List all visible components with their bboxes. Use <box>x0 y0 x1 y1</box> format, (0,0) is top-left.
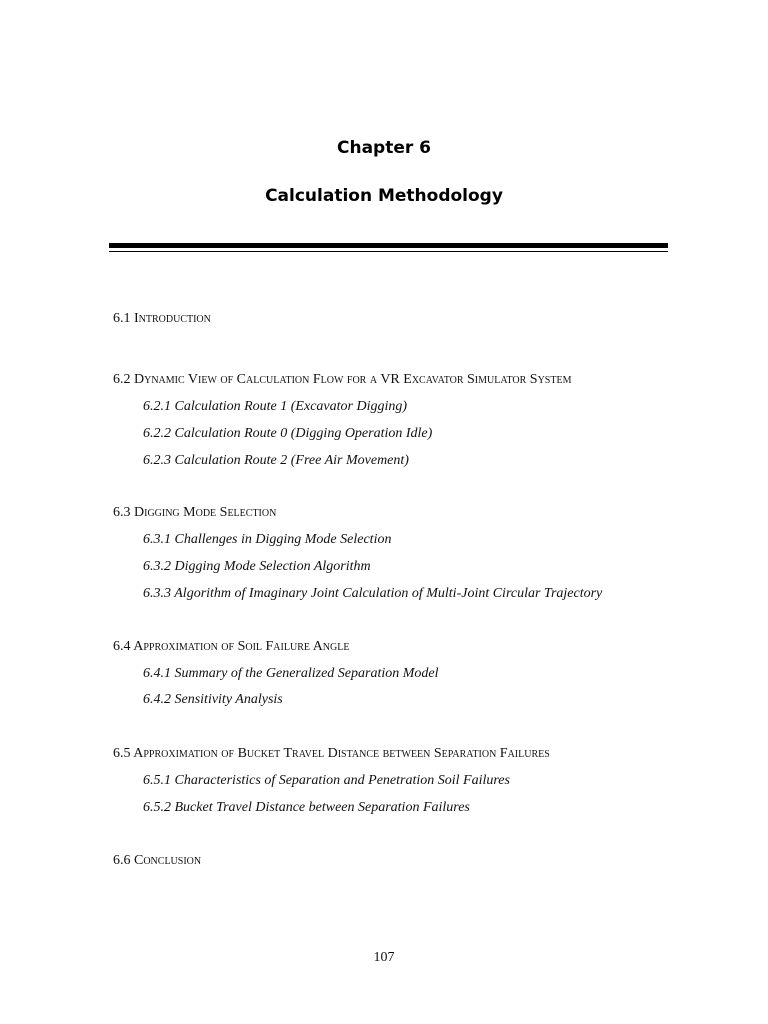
toc-subsection-6-2-2: 6.2.2 Calculation Route 0 (Digging Operation Idle) <box>143 426 433 441</box>
toc-subsection-6-3-1: 6.3.1 Challenges in Digging Mode Selection <box>143 532 392 547</box>
toc-section-6-3: 6.3 Digging Mode Selection <box>113 505 277 520</box>
toc-subsection-6-4-2: 6.4.2 Sensitivity Analysis <box>143 692 283 707</box>
toc-section-6-5: 6.5 Approximation of Bucket Travel Distance between Separation Failures <box>113 746 550 761</box>
toc-subsection-6-3-2: 6.3.2 Digging Mode Selection Algorithm <box>143 559 371 574</box>
title-rule-thin <box>109 251 668 252</box>
chapter-number: Chapter 6 <box>336 138 431 158</box>
toc-section-6-6: 6.6 Conclusion <box>113 853 202 868</box>
toc-subsection-6-5-2: 6.5.2 Bucket Travel Distance between Separation Failures <box>143 800 470 815</box>
toc-section-6-4: 6.4 Approximation of Soil Failure Angle <box>113 639 350 654</box>
page-number: 107 <box>373 950 395 965</box>
toc-subsection-6-5-1: 6.5.1 Characteristics of Separation and Penetration Soil Failures <box>143 773 510 788</box>
toc-section-6-1: 6.1 Introduction <box>113 311 211 326</box>
toc-subsection-6-3-3: 6.3.3 Algorithm of Imaginary Joint Calculation of Multi-Joint Circular Trajectory <box>143 586 603 601</box>
toc-subsection-6-2-1: 6.2.1 Calculation Route 1 (Excavator Digging) <box>143 399 408 414</box>
chapter-title: Calculation Methodology <box>265 186 503 206</box>
toc-subsection-6-4-1: 6.4.1 Summary of the Generalized Separation Model <box>143 666 439 681</box>
title-rule-thick <box>109 243 668 248</box>
toc-section-6-2: 6.2 Dynamic View of Calculation Flow for a VR Excavator Simulator System <box>113 372 572 387</box>
toc-subsection-6-2-3: 6.2.3 Calculation Route 2 (Free Air Movement) <box>143 453 409 468</box>
